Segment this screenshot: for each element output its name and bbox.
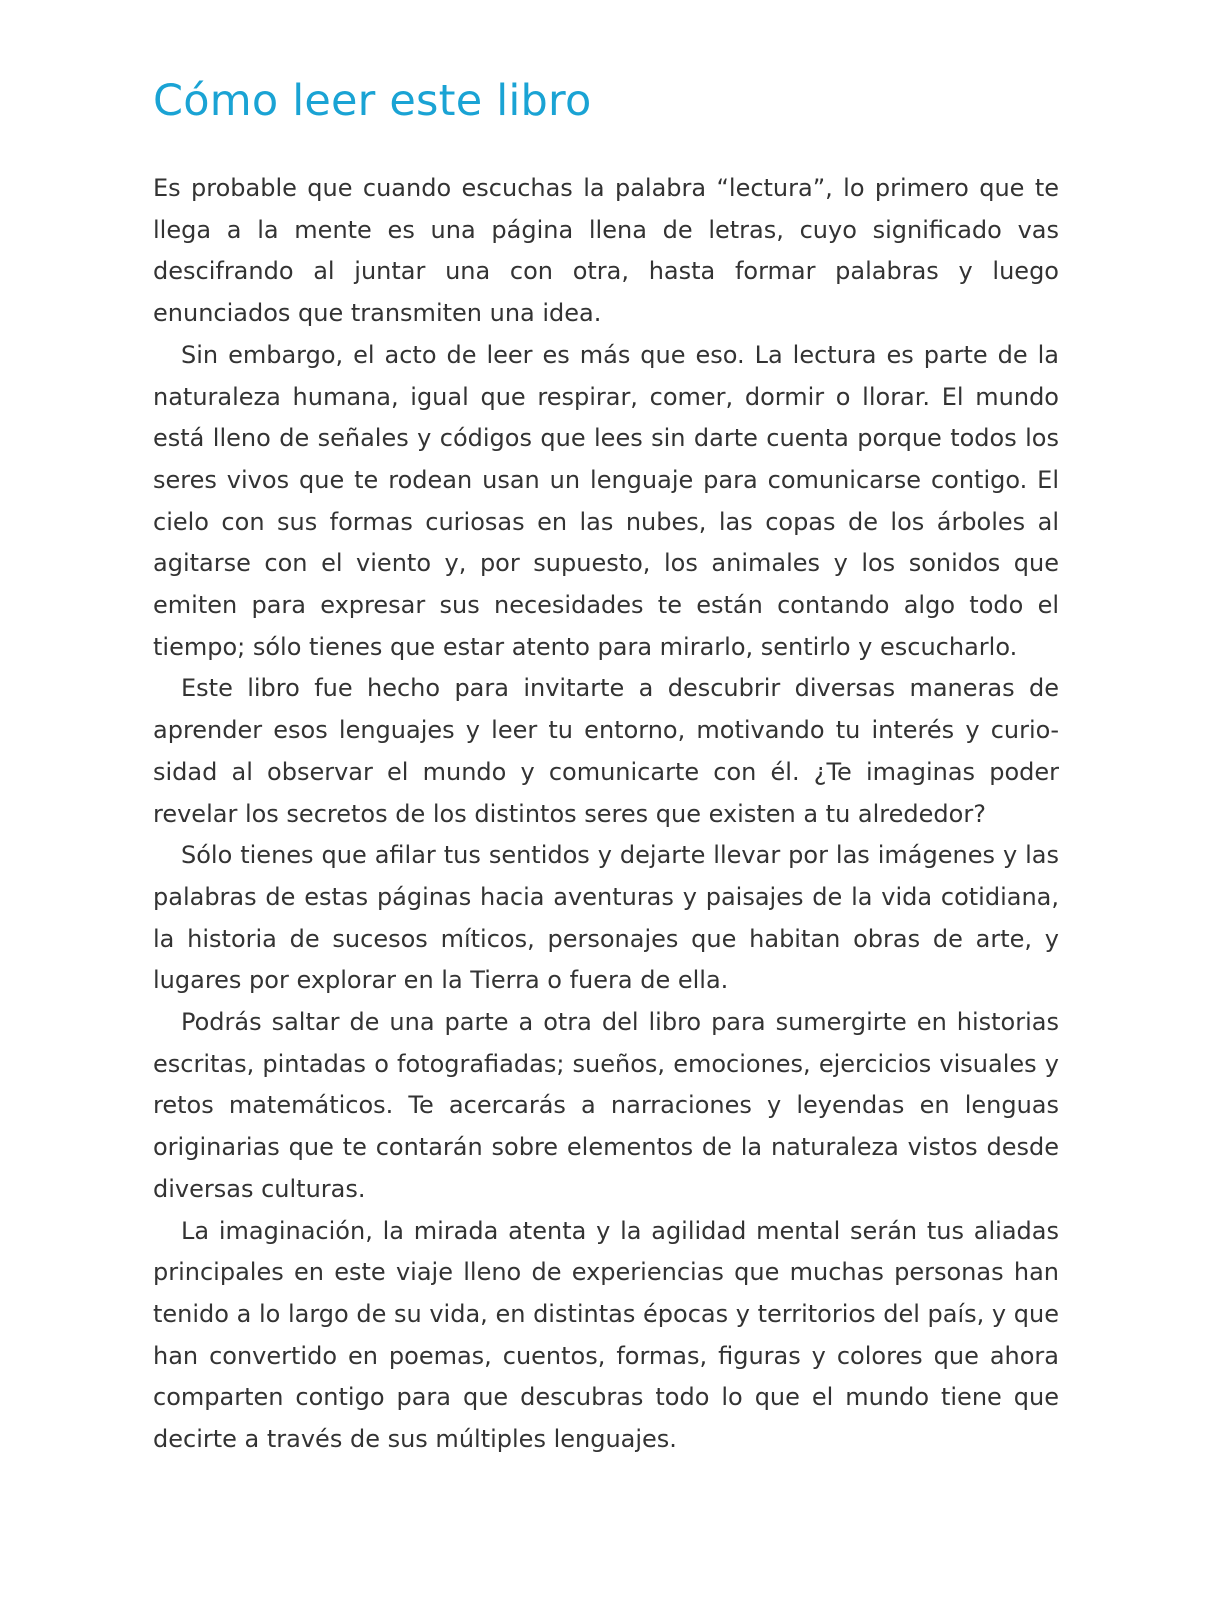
paragraph-1: Es probable que cuando escuchas la palabra “lectura”, lo primero que te llega a la mente es una página llena de letras, cuyo significado vas descifrando al juntar una con otra, hasta formar palabras y luego enunciados que transmiten una idea. [153,174,1059,328]
paragraph-6: La imaginación, la mirada atenta y la agilidad mental serán tus aliadas principales en este viaje lleno de experiencias que muchas personas han tenido a lo largo de su vida, en distintas épocas y territorios del país, y que han convertido en poemas, cuentos, formas, figuras y colores que ahora comparten contigo para que descubras todo lo que el mundo tiene que decirte a través de sus múltiples lenguajes. [153,1216,1059,1454]
paragraph-3: Este libro fue hecho para invitarte a descubrir diversas maneras de aprender esos lenguajes y leer tu entorno, motivando tu interés y curiosidad al observar el mundo y comunicarte con él. ¿Te imaginas poder revelar los secretos de los distintos seres que existen a tu alrededor? [153,674,1059,828]
paragraph-2: Sin embargo, el acto de leer es más que eso. La lectura es parte de la naturaleza humana, igual que respirar, comer, dormir o llorar. El mundo está lleno de señales y códigos que lees sin darte cuenta porque todos los seres vivos que te rodean usan un lenguaje para comunicarse contigo. El cielo con sus formas curiosas en las nubes, las copas de los árboles al agitarse con el viento y, por supuesto, los animales y los sonidos que emiten para expresar sus necesidades te están contando algo todo el tiempo; sólo tienes que estar atento para mirarlo, sentirlo y escucharlo. [153,340,1059,661]
body-text [153,168,1059,1461]
page [153,70,1059,1461]
page-title: Cómo leer este libro [153,76,592,126]
paragraph-4: Sólo tienes que afilar tus sentidos y dejarte llevar por las imágenes y las palabras de estas páginas hacia aventuras y paisajes de la vida cotidiana, la historia de sucesos míticos, personajes que habitan obras de arte, y lugares por explorar en la Tierra o fuera de ella. [153,841,1059,995]
paragraph-5: Podrás saltar de una parte a otra del libro para sumergirte en historias escritas, pintadas o fotografiadas; sueños, emociones, ejercicios visuales y retos matemáticos. Te acercarás a narraciones y leyendas en lenguas originarias que te contarán sobre elementos de la naturaleza vistos desde diversas culturas. [153,1008,1059,1203]
